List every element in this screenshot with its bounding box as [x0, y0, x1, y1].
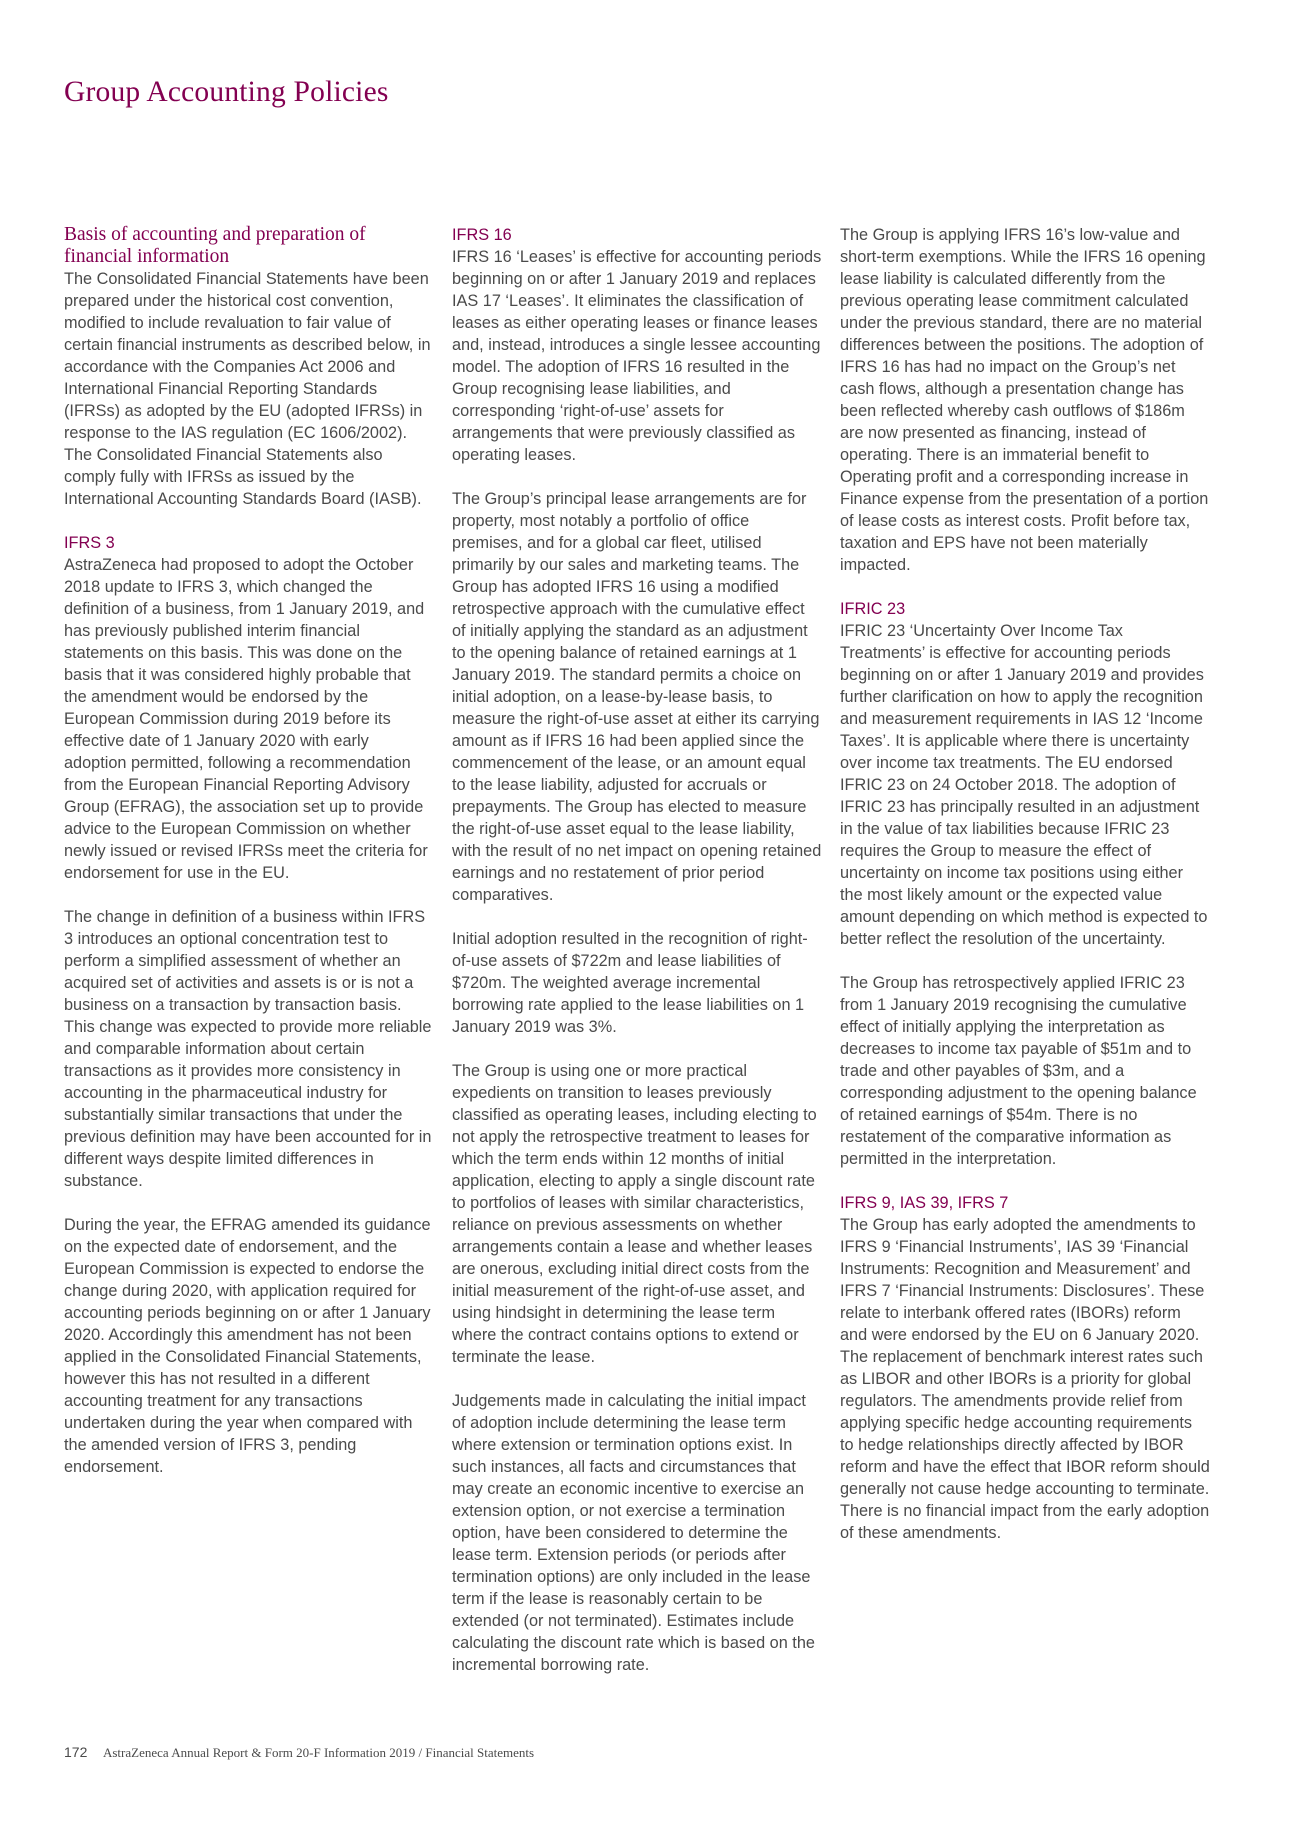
paragraph: Judgements made in calculating the initial impact of adoption include determining the lease term where extension or termination options exist. In such instances, all facts and circumstances that may create an economic incentive to exercise an extension option, or not exercise a termination option, have been considered to determine the lease term. Extension periods (or periods after termination options) are only included in the lease term if the lease is reasonably certain to be extended (or not terminated). Estimates include calculating the discount rate which is based on the incremental borrowing rate. — [452, 1392, 815, 1674]
section-heading-basis: Basis of accounting and preparation of financial information — [64, 224, 366, 267]
paragraph: The Group has retrospectively applied IFRIC 23 from 1 January 2019 recognising the cumulative effect of initially applying the interpretation as decreases to income tax payable of $51m and to trade and other payables of $3m, and a corresponding adjustment to the opening balance of retained earnings of $54m. There is no restatement of the comparative information as permitted in the interpretation. — [840, 974, 1197, 1168]
paragraph: IFRIC 23 ‘Uncertainty Over Income Tax Treatments’ is effective for accounting periods beginning on or after 1 January 2019 and provides further clarification on how to apply the recognition and measurement requirements in IAS 12 ‘Income Taxes’. It is applicable where there is uncertainty over income tax treatments. The EU endorsed IFRIC 23 on 24 October 2018. The adoption of IFRIC 23 has principally resulted in an adjustment in the value of tax liabilities because IFRIC 23 requires the Group to measure the effect of uncertainty on income tax positions using either the most likely amount or the expected value amount depending on which method is expected to better reflect the resolution of the uncertainty. — [840, 622, 1208, 948]
column-middle — [452, 224, 822, 1698]
page-footer — [64, 1744, 534, 1761]
paragraph: During the year, the EFRAG amended its guidance on the expected date of endorsement, and the European Commission is expected to endorse the change during 2020, with application required for accounting periods beginning on or after 1 January 2020. Accordingly this amendment has not been applied in the Consolidated Financial Statements, however this has not resulted in a different accounting treatment for any transactions undertaken during the year when compared with the amended version of IFRS 3, pending endorsement. — [64, 1216, 431, 1476]
page-number: 172 — [64, 1744, 88, 1760]
paragraph: The Group has early adopted the amendments to IFRS 9 ‘Financial Instruments’, IAS 39 ‘Financial Instruments: Recognition and Measurement’ and IFRS 7 ‘Financial Instruments: Disclosures’. These relate to interbank offered rates (IBORs) reform and were endorsed by the EU on 6 January 2020. The replacement of benchmark interest rates such as LIBOR and other IBORs is a priority for global regulators. The amendments provide relief from applying specific hedge accounting requirements to hedge relationships directly affected by IBOR reform and have the effect that IBOR reform should generally not cause hedge accounting to terminate. There is no financial impact from the early adoption of these amendments. — [840, 1216, 1210, 1542]
footer-text: AstraZeneca Annual Report & Form 20-F Information 2019 / Financial Statements — [102, 1745, 535, 1760]
page-title: Group Accounting Policies — [64, 76, 389, 108]
section-heading-ifrs3: IFRS 3 — [64, 534, 115, 552]
paragraph: The Group is using one or more practical expedients on transition to leases previously classified as operating leases, including electing to not apply the retrospective treatment to leases for which the term ends within 12 months of initial application, electing to apply a single discount rate to portfolios of leases with similar characteristics, reliance on previous assessments on whether arrangements contain a lease and whether leases are onerous, excluding initial direct costs from the initial measurement of the right-of-use asset, and using hindsight in determining the lease term where the contract contains options to extend or terminate the lease. — [452, 1062, 817, 1366]
paragraph: The Group is applying IFRS 16’s low-value and short-term exemptions. While the IFRS 16 opening lease liability is calculated differently from the previous operating lease commitment calculated under the previous standard, there are no material differences between the positions. The adoption of IFRS 16 has had no impact on the Group’s net cash flows, although a presentation change has been reflected whereby cash outflows of $186m are now presented as financing, instead of operating. There is an immaterial benefit to Operating profit and a corresponding increase in Finance expense from the presentation of a portion of lease costs as interest costs. Profit before tax, taxation and EPS have not been materially impacted. — [840, 226, 1209, 574]
paragraph: Initial adoption resulted in the recognition of right-of-use assets of $722m and lease liabilities of $720m. The weighted average incremental borrowing rate applied to the lease liabilities on 1 January 2019 was 3%. — [452, 930, 808, 1036]
section-heading-ifrs9: IFRS 9, IAS 39, IFRS 7 — [840, 1194, 1009, 1212]
column-left — [64, 224, 434, 1500]
column-right — [840, 224, 1210, 1566]
section-heading-ifric23: IFRIC 23 — [840, 600, 906, 618]
paragraph: The Group’s principal lease arrangements are for property, most notably a portfolio of office premises, and for a global car fleet, utilised primarily by our sales and marketing teams. The Group has adopted IFRS 16 using a modified retrospective approach with the cumulative effect of initially applying the standard as an adjustment to the opening balance of retained earnings at 1 January 2019. The standard permits a choice on initial adoption, on a lease-by-lease basis, to measure the right-of-use asset at either its carrying amount as if IFRS 16 had been applied since the commencement of the lease, or an amount equal to the lease liability, adjusted for accruals or prepayments. The Group has elected to measure the right-of-use asset equal to the lease liability, with the result of no net impact on opening retained earnings and no restatement of prior period comparatives. — [452, 490, 822, 904]
paragraph: AstraZeneca had proposed to adopt the October 2018 update to IFRS 3, which changed the definition of a business, from 1 January 2019, and has previously published interim financial statements on this basis. This was done on the basis that it was considered highly probable that the amendment would be endorsed by the European Commission during 2019 before its effective date of 1 January 2020 with early adoption permitted, following a recommendation from the European Financial Reporting Advisory Group (EFRAG), the association set up to provide advice to the European Commission on whether newly issued or revised IFRSs meet the criteria for endorsement for use in the EU. — [64, 556, 428, 882]
paragraph: IFRS 16 ‘Leases’ is effective for accounting periods beginning on or after 1 January 2019 and replaces IAS 17 ‘Leases’. It eliminates the classification of leases as either operating leases or finance leases and, instead, introduces a single lessee accounting model. The adoption of IFRS 16 resulted in the Group recognising lease liabilities, and corresponding ‘right-of-use’ assets for arrangements that were previously classified as operating leases. — [452, 248, 822, 464]
paragraph: The change in definition of a business within IFRS 3 introduces an optional concentration test to perform a simplified assessment of whether an acquired set of activities and assets is or is not a business on a transaction by transaction basis. This change was expected to provide more reliable and comparable information about certain transactions as it provides more consistency in accounting in the pharmaceutical industry for substantially similar transactions that under the previous definition may have been accounted for in different ways despite limited differences in substance. — [64, 908, 432, 1190]
section-heading-ifrs16: IFRS 16 — [452, 226, 512, 244]
paragraph: The Consolidated Financial Statements have been prepared under the historical cost convention, modified to include revaluation to fair value of certain financial instruments as described below, in accordance with the Companies Act 2006 and International Financial Reporting Standards (IFRSs) as adopted by the EU (adopted IFRSs) in response to the IAS regulation (EC 1606/2002). The Consolidated Financial Statements also comply fully with IFRSs as issued by the International Accounting Standards Board (IASB). — [64, 270, 431, 508]
